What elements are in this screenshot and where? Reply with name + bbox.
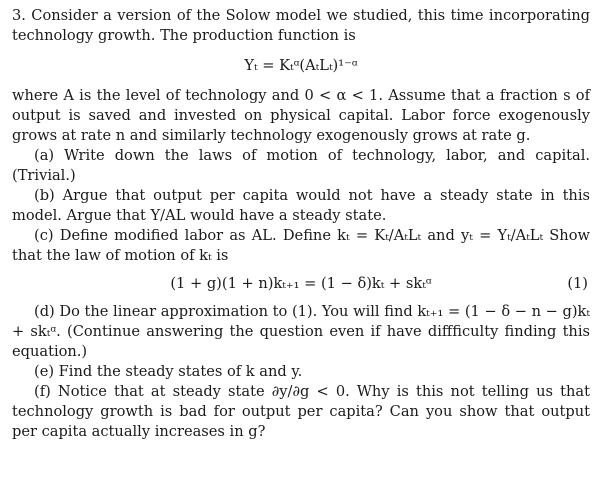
part-a: (a) Write down the laws of motion of technology, labor, and capital. (Trivial.) <box>12 147 590 184</box>
law-of-motion-formula: (1 + g)(1 + n)kₜ₊₁ = (1 − δ)kₜ + skₜᵅ <box>170 275 432 292</box>
law-of-motion-equation <box>12 274 590 294</box>
question-intro: 3. Consider a version of the Solow model we studied, this time incorporating technology growth. The production function is <box>12 7 590 44</box>
part-c: (c) Define modified labor as AL. Define kₜ = Kₜ/AₜLₜ and yₜ = Yₜ/AₜLₜ Show that the law of motion of kₜ is <box>12 227 590 264</box>
assumption-paragraph: where A is the level of technology and 0 < α < 1. Assume that a fraction s of output is saved and invested on physical capital. Labor force exogenously grows at rate n and similarly technology exogenously grows at rate g. <box>12 87 590 144</box>
part-e: (e) Find the steady states of k and y. <box>34 363 303 380</box>
part-d: (d) Do the linear approximation to (1). You will find kₜ₊₁ = (1 − δ − n − g)kₜ + skₜᵅ. (Continue answering the question even if have diffficulty finding this equation.) <box>12 303 590 360</box>
part-f: (f) Notice that at steady state ∂y/∂g < 0. Why is this not telling us that technology growth is bad for output per capita? Can you show that output per capita actually increases in g? <box>12 383 590 440</box>
equation-number: (1) <box>567 275 588 292</box>
part-b: (b) Argue that output per capita would not have a steady state in this model. Argue that Y/AL would have a steady state. <box>12 187 590 224</box>
production-function-equation: Yₜ = Kₜᵅ(AₜLₜ)¹⁻ᵅ <box>244 57 358 74</box>
